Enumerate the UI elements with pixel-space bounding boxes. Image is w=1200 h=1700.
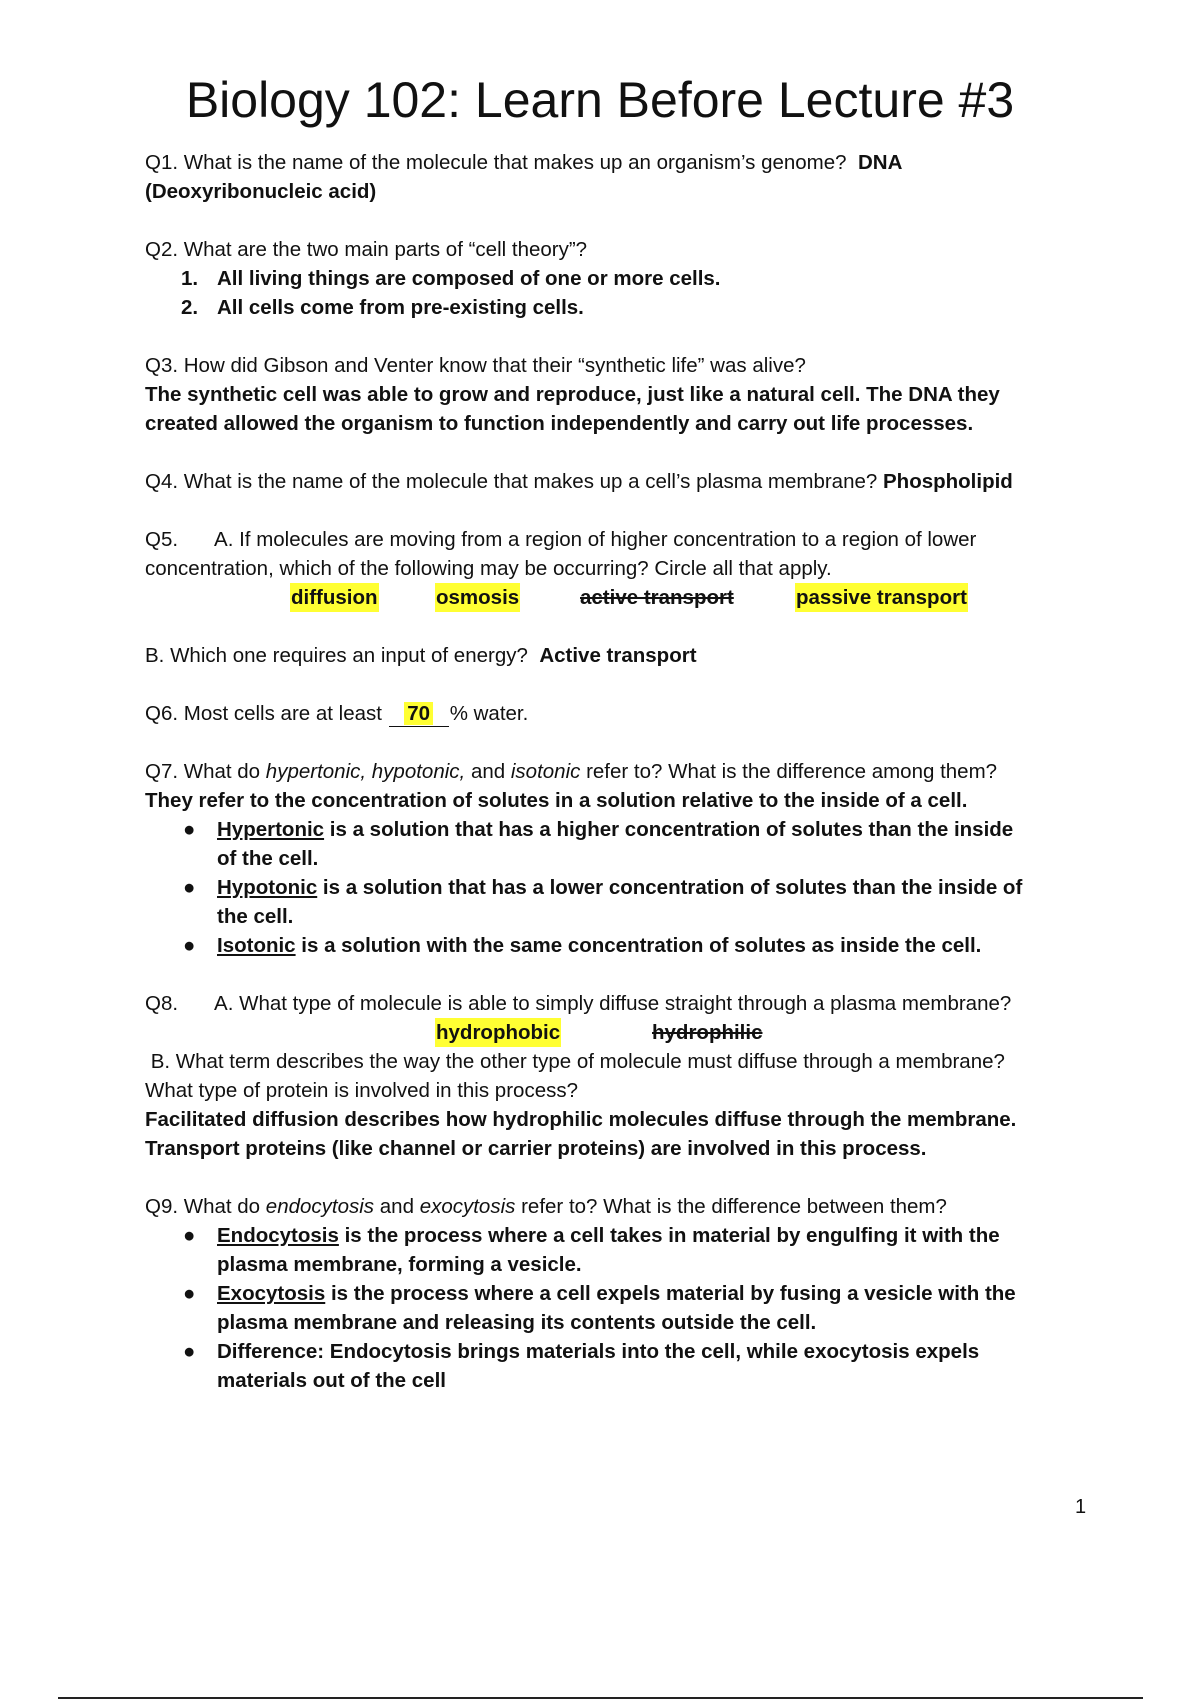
q1-answer-cont: (Deoxyribonucleic acid) bbox=[145, 180, 377, 203]
q5-choices bbox=[145, 583, 1090, 612]
q8-choices bbox=[145, 1018, 1090, 1047]
question-1 bbox=[145, 148, 1090, 206]
q3-answer: The synthetic cell was able to grow and reproduce, just like a natural cell. The DNA they bbox=[145, 383, 1000, 406]
q7-question: Q7. What do hypertonic, hypotonic, and isotonic refer to? What is the difference among them? bbox=[145, 760, 998, 783]
q5-label: Q5. bbox=[145, 528, 179, 551]
list-item: ● Difference: Endocytosis brings materials into the cell, while exocytosis expels materials out of the cell bbox=[145, 1337, 1090, 1395]
q6-answer: 70 bbox=[404, 702, 433, 725]
question-4 bbox=[145, 467, 1090, 496]
q8-answer-cont: Transport proteins (like channel or carrier proteins) are involved in this process. bbox=[145, 1137, 927, 1160]
list-item: ● Exocytosis is the process where a cell expels material by fusing a vesicle with the plasma membrane and releasing its contents outside the cell. bbox=[145, 1279, 1090, 1337]
q3-question: Q3. How did Gibson and Venter know that their “synthetic life” was alive? bbox=[145, 354, 806, 377]
q4-question: Q4. What is the name of the molecule that makes up a cell’s plasma membrane? bbox=[145, 470, 878, 493]
question-9 bbox=[145, 1192, 1090, 1395]
bullet-icon: ● bbox=[183, 934, 196, 957]
choice-active-transport: active transport bbox=[580, 586, 734, 609]
bullet-icon: ● bbox=[183, 1224, 196, 1247]
list-item: 1. All living things are composed of one or more cells. bbox=[181, 267, 721, 290]
q8-part-a: A. What type of molecule is able to simply diffuse straight through a plasma membrane? bbox=[214, 992, 1012, 1015]
choice-diffusion: diffusion bbox=[290, 583, 379, 612]
bullet-icon: ● bbox=[183, 876, 196, 899]
choice-osmosis: osmosis bbox=[435, 583, 520, 612]
question-2 bbox=[145, 235, 1090, 322]
q5-part-a: A. If molecules are moving from a region of higher concentration to a region of lower bbox=[214, 528, 977, 551]
question-8 bbox=[145, 989, 1090, 1163]
q9-question: Q9. What do endocytosis and exocytosis refer to? What is the difference between them? bbox=[145, 1195, 947, 1218]
list-item: ● Endocytosis is the process where a cell takes in material by engulfing it with the plasma membrane, forming a vesicle. bbox=[145, 1221, 1090, 1279]
question-7 bbox=[145, 757, 1090, 960]
q1-question: Q1. What is the name of the molecule that makes up an organism’s genome? bbox=[145, 151, 847, 174]
q5-part-a-cont: concentration, which of the following may be occurring? Circle all that apply. bbox=[145, 557, 832, 580]
q6-question-end: % water. bbox=[449, 702, 529, 725]
q8-part-b-cont: What type of protein is involved in this process? bbox=[145, 1079, 578, 1102]
q5-part-b-answer: Active transport bbox=[539, 644, 697, 667]
q6-blank bbox=[389, 702, 449, 727]
list-item: ● Isotonic is a solution with the same concentration of solutes as inside the cell. bbox=[145, 931, 1090, 960]
page-divider bbox=[58, 1697, 1143, 1699]
choice-hydrophobic: hydrophobic bbox=[435, 1018, 561, 1047]
q5-part-b: B. Which one requires an input of energy? bbox=[145, 644, 528, 667]
q8-answer: Facilitated diffusion describes how hydrophilic molecules diffuse through the membrane. bbox=[145, 1108, 1017, 1131]
bullet-icon: ● bbox=[183, 1340, 196, 1363]
choice-passive-transport: passive transport bbox=[795, 583, 968, 612]
q8-part-b: B. What term describes the way the other type of molecule must diffuse through a membrane? bbox=[145, 1050, 1005, 1073]
choice-hydrophilic: hydrophilic bbox=[652, 1021, 763, 1044]
worksheet-body bbox=[145, 148, 1090, 1395]
bullet-icon: ● bbox=[183, 1282, 196, 1305]
list-item: ● Hypotonic is a solution that has a lower concentration of solutes than the inside of the cell. bbox=[145, 873, 1090, 931]
bullet-icon: ● bbox=[183, 818, 196, 841]
q2-question: Q2. What are the two main parts of “cell theory”? bbox=[145, 238, 588, 261]
q3-answer-cont: created allowed the organism to function independently and carry out life processes. bbox=[145, 412, 974, 435]
list-item: ● Hypertonic is a solution that has a higher concentration of solutes than the inside of the cell. bbox=[145, 815, 1090, 873]
q4-answer: Phospholipid bbox=[883, 470, 1013, 493]
question-5 bbox=[145, 525, 1090, 670]
q8-label: Q8. bbox=[145, 992, 179, 1015]
q6-question: Q6. Most cells are at least bbox=[145, 702, 382, 725]
q1-answer: DNA bbox=[857, 151, 903, 174]
question-6 bbox=[145, 699, 1090, 728]
list-item: 2. All cells come from pre-existing cells. bbox=[181, 296, 584, 319]
question-3 bbox=[145, 351, 1090, 438]
page-number: 1 bbox=[1075, 1496, 1087, 1518]
q7-intro: They refer to the concentration of solutes in a solution relative to the inside of a cell. bbox=[145, 789, 968, 812]
page-title: Biology 102: Learn Before Lecture #3 bbox=[185, 72, 1015, 128]
